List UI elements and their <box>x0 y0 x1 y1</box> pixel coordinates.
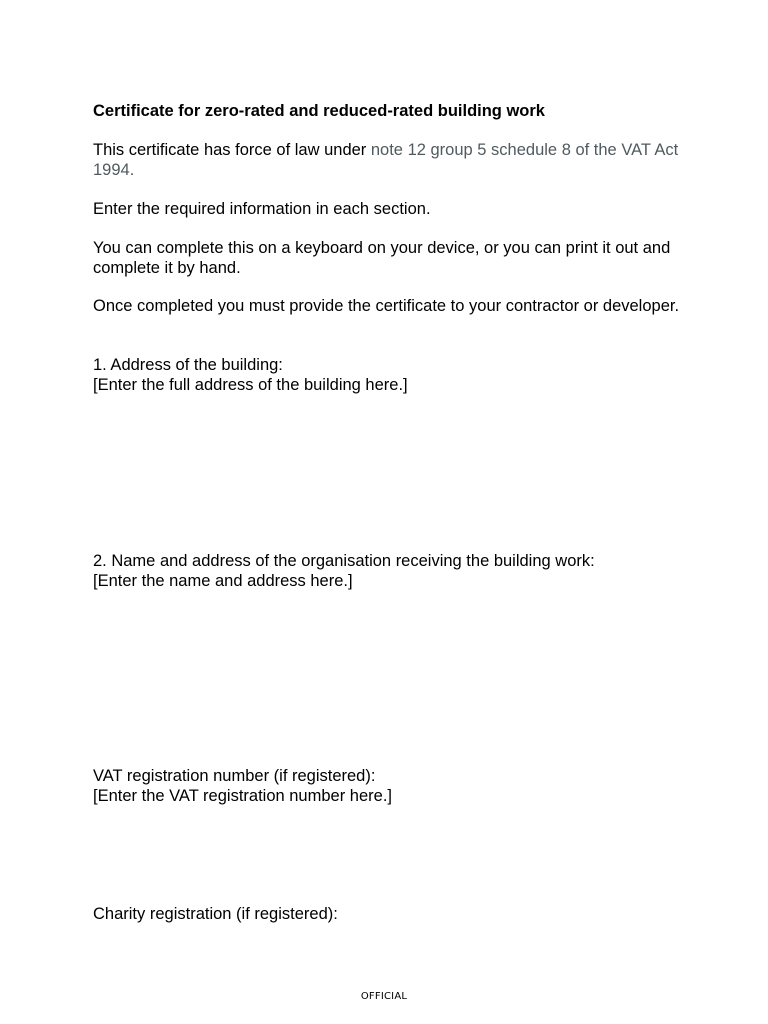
vat-registration-label: VAT registration number (if registered): <box>93 767 376 785</box>
organisation-field[interactable]: [Enter the name and address here.] <box>93 571 353 590</box>
intro-text: This certificate has force of law under <box>93 141 371 159</box>
classification-footer: OFFICIAL <box>360 991 408 1002</box>
instruction-paragraph: Enter the required information in each section. <box>93 200 431 218</box>
building-address-field[interactable]: [Enter the full address of the building here.] <box>93 375 408 394</box>
vat-registration-section <box>93 767 683 806</box>
building-address-section <box>93 356 683 395</box>
charity-registration-label: Charity registration (if registered): <box>93 905 338 923</box>
organisation-label: 2. Name and address of the organisation receiving the building work: <box>93 552 595 570</box>
building-address-label: 1. Address of the building: <box>93 356 283 374</box>
document-title: Certificate for zero-rated and reduced-rated building work <box>93 102 545 120</box>
provide-certificate-paragraph: Once completed you must provide the certificate to your contractor or developer. <box>93 297 680 315</box>
intro-paragraph <box>93 141 683 180</box>
charity-registration-section <box>93 905 683 925</box>
organisation-section <box>93 552 683 591</box>
vat-act-link[interactable]: note 12 group 5 schedule 8 of the VAT Act 1994. <box>93 141 679 179</box>
completion-method-paragraph: You can complete this on a keyboard on your device, or you can print it out and complete it by hand. <box>93 239 671 277</box>
vat-registration-field[interactable]: [Enter the VAT registration number here.] <box>93 786 392 805</box>
